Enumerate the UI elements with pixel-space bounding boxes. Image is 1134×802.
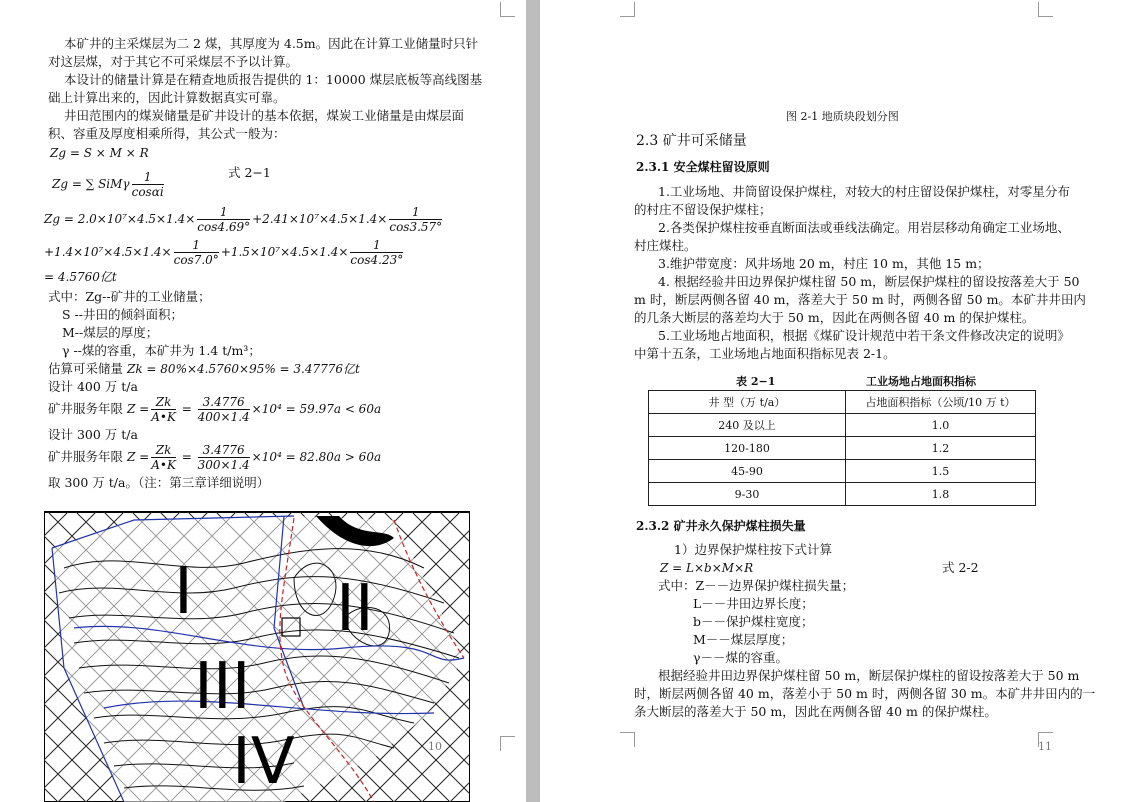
paragraph-line: 3.维护带宽度：风井场地 20 m，村庄 10 m，其他 15 m； [658,256,990,271]
table-row [649,460,1036,483]
definition-line: γ－－煤的容重。 [693,650,788,665]
definition-line: 式中：Zg--矿井的工业储量； [48,289,211,304]
equation-label: 式 2−1 [228,165,271,180]
paragraph-line: 中第十五条，工业场地占地面积指标见表 2-1。 [634,346,896,361]
block-label-1: I [174,555,193,629]
paragraph-line: 4. 根据经验井田边界保护煤柱留 50 m，断层保护煤柱的留设按落差大于 50 [658,274,1080,289]
paragraph-line: 2.各类保护煤柱按垂直断面法或垂线法确定。用岩层移动角确定工业场地、 [658,220,1070,235]
table-cell: 45-90 [649,460,846,483]
page-number: 10 [428,740,442,753]
page-11 [540,0,1134,802]
equation-zg: Zg = S × M × R [50,146,149,160]
calc-line-2 [44,238,405,267]
table-cell: 1.8 [846,483,1036,506]
crop-mark [500,736,515,751]
table-cell: 120-180 [649,437,846,460]
definition-line: b－－保护煤柱宽度； [693,614,814,629]
calc-term: +1.5×10⁷×4.5×1.4× [220,245,349,259]
block-label-4: IV [232,725,295,799]
page-10 [0,0,526,802]
sum-expression: Zg = ∑ SiMγ [52,177,130,191]
table-caption-number: 表 2−1 [736,375,776,388]
table-header-row [649,391,1036,414]
definition-line: M--煤层的厚度； [62,325,159,340]
life-label: 矿井服务年限 [48,449,124,464]
frac-den: cos4.23° [350,253,404,267]
life-label: 矿井服务年限 [48,401,124,416]
design-300: 设计 300 万 t/a [48,427,138,442]
crop-mark [500,2,515,17]
table-header: 井 型（万 t/a） [649,391,846,414]
life-lhs: Z = [127,402,150,416]
life-result: ×10⁴ = 82.80a > 60a [251,450,382,464]
table-caption-title: 工业场地占地面积指标 [866,375,976,388]
frac-num: 1 [132,170,164,185]
frac-num: 3.4776 [198,395,250,410]
table-row [649,437,1036,460]
service-life-400: 矿井服务年限 Z = $\frac{Zk}{A•K}$ = $\frac{3.4776}{400\times 1.4}$ ×10⁴ = 59.97a < 60a [48,395,382,424]
conclusion-line: 取 300 万 t/a。（注：第三章详细说明） [48,475,270,490]
service-life-300: 矿井服务年限 Z = $\frac{Zk}{A•K}$ = $\frac{3.4776}{300\times 1.4}$ ×10⁴ = 82.80a > 60a [48,443,382,472]
table-header: 占地面积指标（公顷/10 万 t） [846,391,1036,414]
estimate-label: 估算可采储量 [48,361,124,376]
paragraph-line: 根据经验井田边界保护煤柱留 50 m，断层保护煤柱的留设按落差大于 50 m [658,668,1080,683]
frac-num: 1 [350,238,403,253]
frac-den: 300×1.4 [197,458,250,472]
section-heading-2-3-2: 2.3.2 矿井永久保护煤柱损失量 [636,519,806,533]
definition-line: M－－煤层厚度； [693,632,794,647]
frac-den: A•K [151,458,176,472]
table-cell: 240 及以上 [649,414,846,437]
paragraph-line: 5.工业场地占地面积，根据《煤矿设计规范中若干条文件修改决定的说明》 [658,328,1070,343]
estimate-equation: Zk = 80%×4.5760×95% = 3.47776亿t [127,362,360,376]
frac-den: A•K [151,410,176,424]
table-row [649,414,1036,437]
frac-den: cosαi [131,185,164,199]
definition-line: γ --煤的容重，本矿井为 1.4 t/m³； [62,343,261,358]
equation-label: 式 2-2 [942,560,979,575]
paragraph-line: 时，断层两侧各留 40 m，落差小于 50 m 时，两侧各留 30 m。本矿井井田内的一 [634,686,1096,701]
paragraph-line: 1）边界保护煤柱按下式计算 [674,542,832,557]
geological-block-map [44,508,470,802]
calc-result: = 4.5760亿t [44,270,117,284]
section-heading-2-3-1: 2.3.1 安全煤柱留设原则 [636,160,770,174]
frac-den: 400×1.4 [197,410,250,424]
land-use-table [648,390,1036,506]
equation-z: Z = L×b×M×R [660,561,754,575]
table-row [649,483,1036,506]
frac-num: 3.4776 [198,443,250,458]
table-cell: 1.2 [846,437,1036,460]
definition-line: 式中：Z－－边界保护煤柱损失量； [658,578,855,593]
figure-caption: 图 2-1 地质块段划分图 [786,110,899,123]
calc-line-1 [44,205,444,234]
paragraph-line: 1.工业场地、井筒留设保护煤柱，对较大的村庄留设保护煤柱，对零星分布 [658,184,1070,199]
block-label-2: II [336,572,374,646]
definition-line: S --井田的倾斜面积； [62,307,183,322]
crop-mark [620,2,635,17]
calc-term: Zg = 2.0×10⁷×4.5×1.4× [44,212,196,226]
section-heading-2-3: 2.3 矿井可采储量 [636,133,747,149]
paragraph-line: 本设计的储量计算是在精查地质报告提供的 1：10000 煤层底板等高线图基 [64,72,483,87]
page-gap [526,0,540,802]
frac-num: Zk [151,443,176,458]
calc-term: +2.41×10⁷×4.5×1.4× [252,212,388,226]
block-label-3: III [194,650,251,724]
table-cell: 1.0 [846,414,1036,437]
frac-num: 1 [389,205,442,220]
frac-num: 1 [174,238,219,253]
paragraph-line: 的村庄不留设保护煤柱； [634,202,772,217]
design-400: 设计 400 万 t/a [48,379,138,394]
equation-zg-sum [52,170,166,199]
table-cell: 1.5 [846,460,1036,483]
page-number: 11 [1038,740,1052,753]
crop-mark [1038,2,1053,17]
paragraph-line: 积、容重及厚度相乘所得，其公式一般为： [48,126,286,141]
definition-line: L－－井田边界长度； [693,596,814,611]
frac-den: cos4.69° [197,220,251,234]
paragraph-line: 条大断层的落差大于 50 m，因此在两侧各留 40 m 的保护煤柱。 [634,704,997,719]
life-result: ×10⁴ = 59.97a < 60a [251,402,382,416]
paragraph-line: 的几条大断层的落差均大于 50 m，因此在两侧各留 40 m 的保护煤柱。 [634,310,1035,325]
frac-den: cos7.0° [173,253,219,267]
crop-mark [620,732,635,747]
frac-num: 1 [197,205,250,220]
table-cell: 9-30 [649,483,846,506]
frac-den: cos3.57° [389,220,443,234]
paragraph-line: 础上计算出来的，因此计算数据真实可靠。 [48,90,286,105]
life-lhs: Z = [127,450,150,464]
frac-num: Zk [151,395,176,410]
paragraph-line: 本矿井的主采煤层为二 2 煤，其厚度为 4.5m。因此在计算工业储量时只针 [64,36,479,51]
paragraph-line: m 时，断层两侧各留 40 m，落差大于 50 m 时，两侧各留 50 m。本矿井井田内 [634,292,1086,307]
paragraph-line: 井田范围内的煤炭储量是矿井设计的基本依据，煤炭工业储量是由煤层面 [64,108,465,123]
estimate-line [48,360,360,378]
paragraph-line: 对这层煤，对于其它不可采煤层不予以计算。 [48,54,299,69]
paragraph-line: 村庄煤柱。 [634,238,697,253]
calc-term: +1.4×10⁷×4.5×1.4× [44,245,172,259]
